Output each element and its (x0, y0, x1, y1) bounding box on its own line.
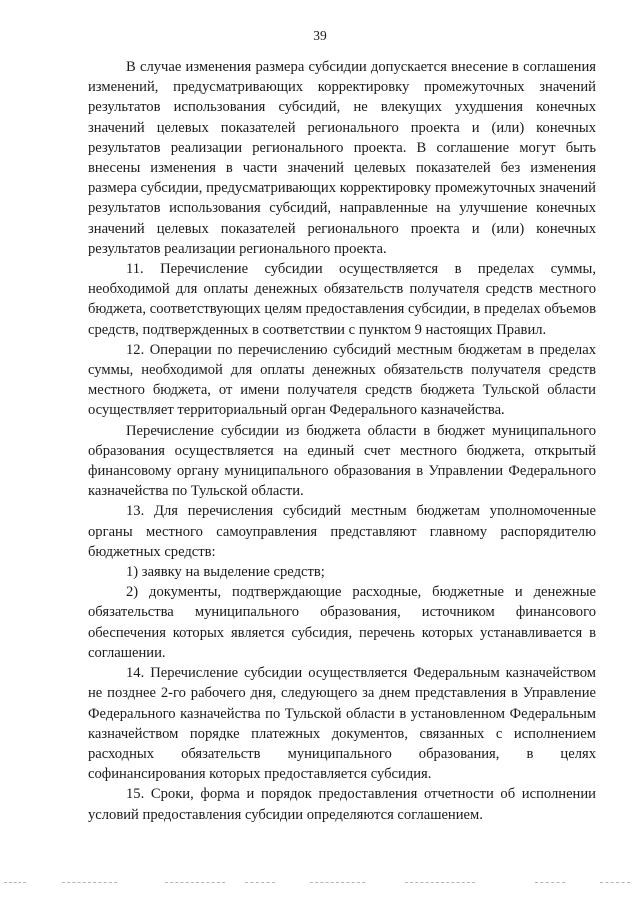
scan-mark (310, 882, 365, 884)
scan-mark (62, 882, 117, 884)
scan-mark (600, 882, 630, 884)
page-number: 39 (313, 28, 327, 43)
paragraph-11: 11. Перечисление субсидии осуществляется в пределах суммы, необходимой для оплаты денежных обязательств получателя средств местного бюджета, соответствующих целям предоставления субсидии, в пределах объемов средств, подтвержденных в соответствии с пунктом 9 настоящих Правил. (88, 261, 596, 338)
paragraph-14: 14. Перечисление субсидии осуществляется Федеральным казначейством не позднее 2-го рабочего дня, следующего за днем представления в Управление Федерального казначейства по Тульской области в установленном Федеральным казначейством порядке платежных документов, связанных с исполнением расходных обязательств муниципального образования, в целях софинансирования которых предоставляется субсидия. (88, 665, 596, 783)
scan-edge-marks (0, 882, 640, 886)
paragraph-subsidy-changes: В случае изменения размера субсидии допускается внесение в соглашения изменений, предусматривающих корректировку промежуточных значений результатов использования субсидий, не влекущих ухудшения конечных значений целевых показателей регионального проекта и (или) конечных результатов реализации регионального проекта. В соглашение могут быть внесены изменения в части значений целевых показателей без изменения размера субсидии, предусматривающих корректировку промежуточных значений результатов использования субсидий, направленные на улучшение конечных значений целевых показателей регионального проекта и (или) конечных результатов реализации регионального проекта. (88, 59, 596, 257)
scan-mark (4, 882, 26, 884)
scan-mark (535, 882, 565, 884)
paragraph-13: 13. Для перечисления субсидий местным бюджетам уполномоченные органы местного самоуправления представляют главному распорядителю бюджетных средств: (88, 503, 596, 560)
paragraph-12: 12. Операции по перечислению субсидий местным бюджетам в пределах суммы, необходимой для оплаты денежных обязательств получателя средств местного бюджета, от имени получателя средств бюджета Тульской области осуществляет территориальный орган Федерального казначейства. (88, 341, 596, 419)
document-body (88, 57, 596, 825)
scan-mark (165, 882, 225, 884)
scan-mark (405, 882, 475, 884)
paragraph-13-item-1: 1) заявку на выделение средств; (126, 564, 325, 581)
paragraph-15: 15. Сроки, форма и порядок предоставления отчетности об исполнении условий предоставления субсидии определяются соглашением. (88, 786, 596, 823)
scan-mark (245, 882, 275, 884)
paragraph-13-item-2: 2) документы, подтверждающие расходные, бюджетные и денежные обязательства муниципального образования, источником финансового обеспечения которых является субсидия, перечень которых устанавливается в соглашении. (88, 584, 596, 661)
paragraph-transfer-account: Перечисление субсидии из бюджета области в бюджет муниципального образования осуществляется на единый счет местного бюджета, открытый финансовому органу муниципального образования в Управлении Федерального казначейства по Тульской области. (88, 422, 596, 500)
